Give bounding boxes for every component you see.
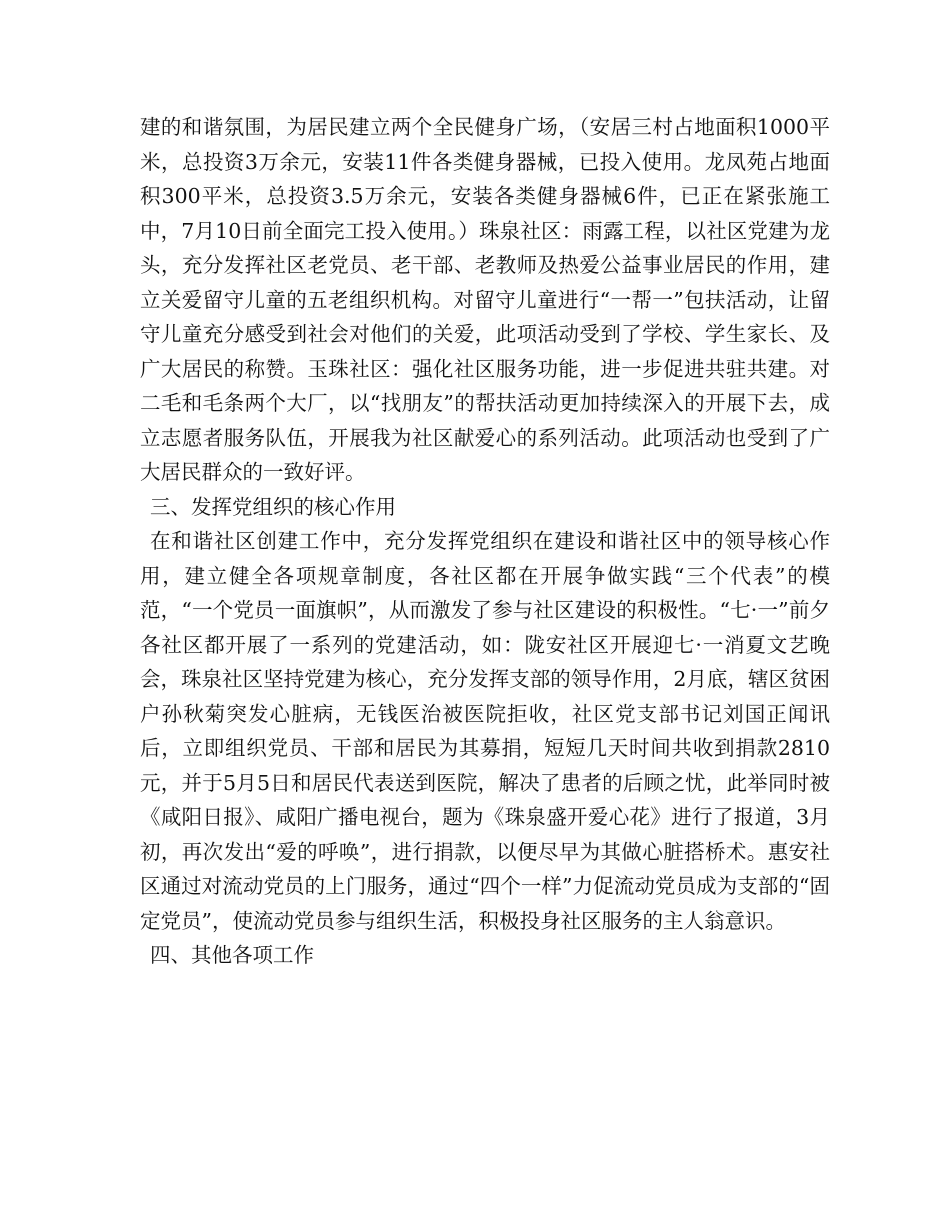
paragraph-party-activities: 在和谐社区创建工作中，充分发挥党组织在建设和谐社区中的领导核心作用，建立健全各项规章制度，各社区都在开展争做实践“三个代表”的模范，“一个党员一面旗帜”，从而激发了参与社区建设的积极性。“七·一”前夕各社区都开展了一系列的党建活动，如：陇安社区开展迎七·一消夏文艺晚会，珠泉社区坚持党建为核心，充分发挥支部的领导作用，2月底，辖区贫困户孙秋菊突发心脏病，无钱医治被医院拒收，社区党支部书记刘国正闻讯后，立即组织党员、干部和居民为其募捐，短短几天时间共收到捐款2810元，并于5月5日和居民代表送到医院，解决了患者的后顾之忧，此举同时被《咸阳日报》、咸阳广播电视台，题为《珠泉盛开爱心花》进行了报道，3月初，再次发出“爱的呼唤”，进行捐款，以便尽早为其做心脏搭桥术。惠安社区通过对流动党员的上门服务，通过“四个一样”力促流动党员成为支部的“固定党员”，使流动党员参与组织生活，积极投身社区服务的主人翁意识。 — [140, 529, 830, 933]
section-heading-other-work: 四、其他各项工作 — [150, 943, 314, 967]
section-heading-party-role: 三、发挥党组织的核心作用 — [150, 494, 396, 519]
document-body — [140, 110, 830, 973]
paragraph-community-projects: 建的和谐氛围，为居民建立两个全民健身广场，（安居三村占地面积1000平米，总投资3万余元，安装11件各类健身器械，已投入使用。龙凤苑占地面积300平米，总投资3.5万余元，安装各类健身器械6件，已正在紧张施工中，7月10日前全面完工投入使用。）珠泉社区：雨露工程，以社区党建为龙头，充分发挥社区老党员、老干部、老教师及热爱公益事业居民的作用，建立关爱留守儿童的五老组织机构。对留守儿童进行“一帮一”包扶活动，让留守儿童充分感受到社会对他们的关爱，此项活动受到了学校、学生家长、及广大居民的称赞。玉珠社区：强化社区服务功能，进一步促进共驻共建。对二毛和毛条两个大厂，以“找朋友”的帮扶活动更加持续深入的开展下去，成立志愿者服务队伍，开展我为社区献爱心的系列活动。此项活动也受到了广大居民群众的一致好评。 — [140, 115, 830, 484]
